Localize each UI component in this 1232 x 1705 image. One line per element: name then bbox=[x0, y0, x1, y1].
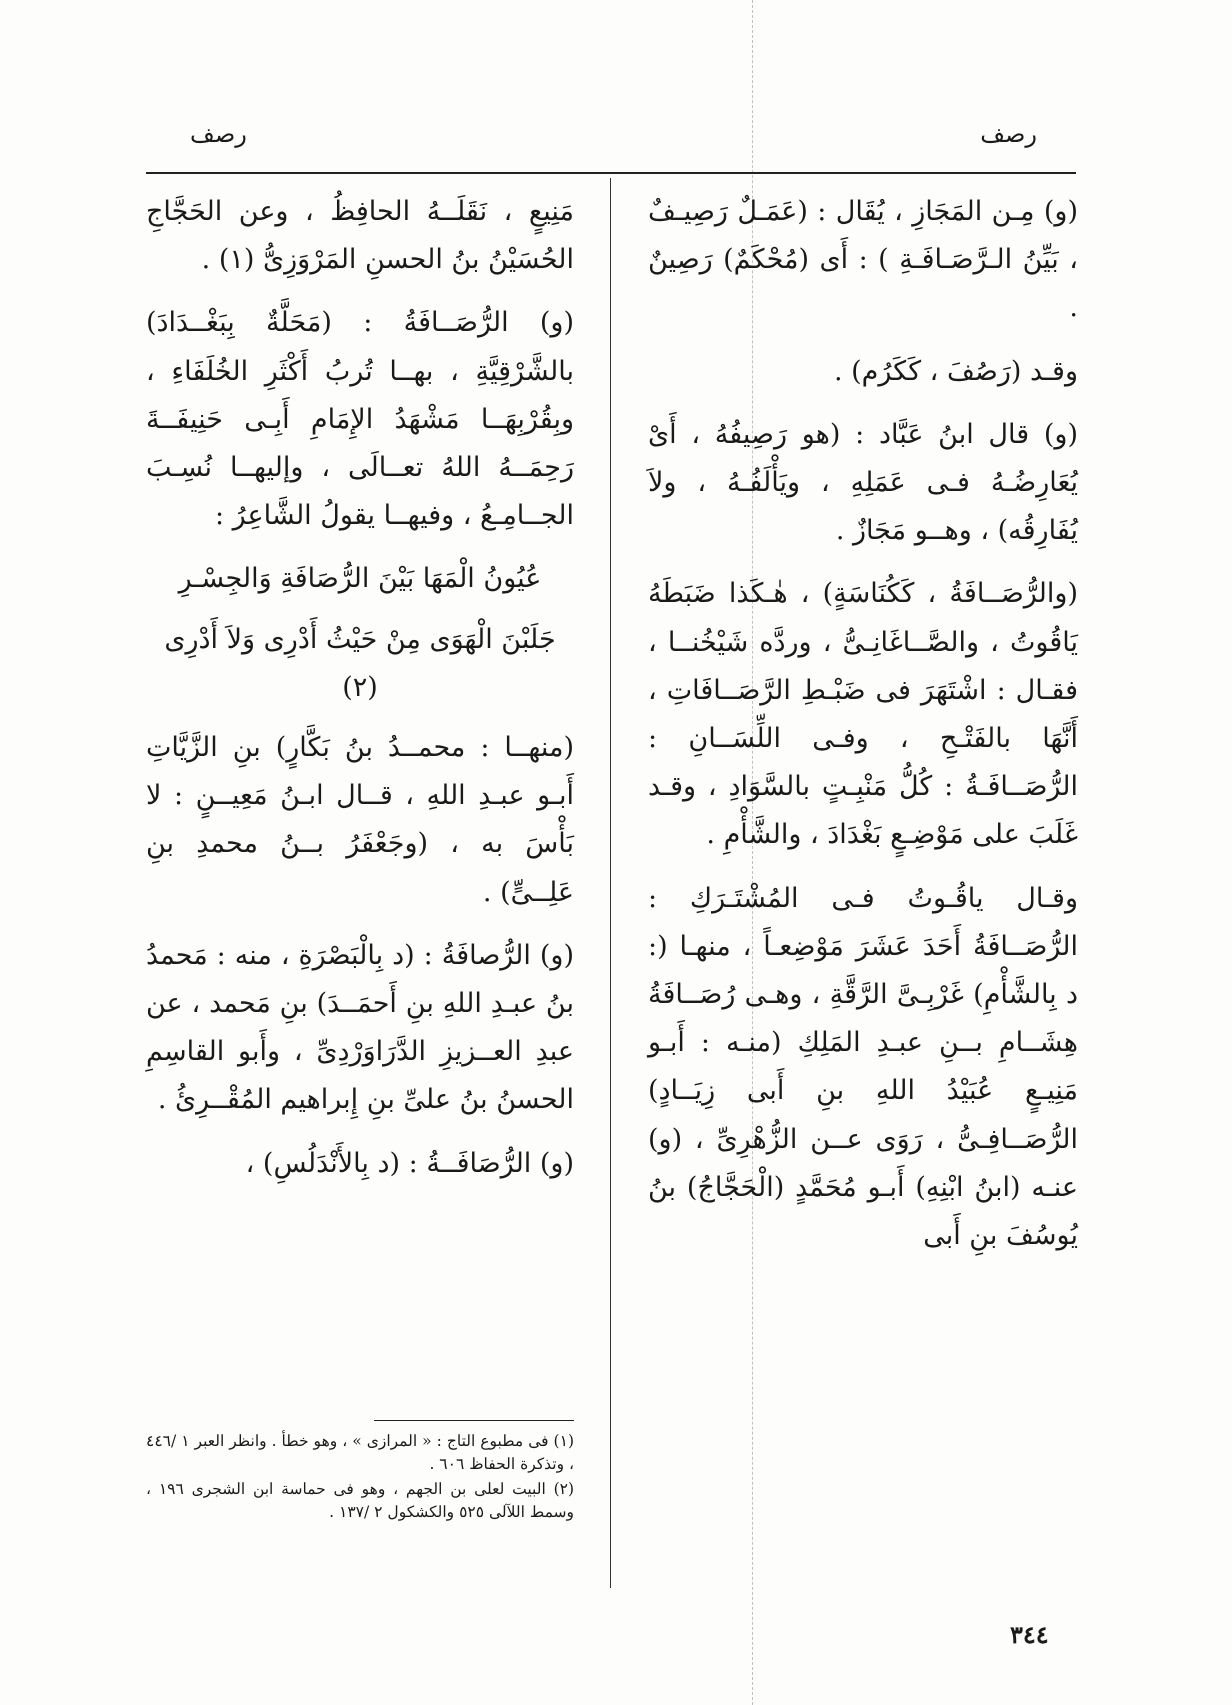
footnote: (١) فى مطبوع التاج : « المرازى » ، وهو خطأ . وانظر العبر ١ /٤٤٦ ، وتذكرة الحفاظ ٦٠٦ . bbox=[146, 1432, 574, 1473]
paragraph: مَنِيعٍ ، نَقَلَــهُ الحافِظُ ، وعن الحَجَّاجِ الحُسَيْنُ بنُ الحسنِ المَرْوَزِىُّ (١) . bbox=[146, 196, 574, 276]
running-head-left: رصف bbox=[190, 120, 247, 148]
page-number: ٣٤٤ bbox=[1010, 1620, 1049, 1649]
paragraph: (و) الرُّصَافَــةُ : (د بِالأَنْدَلُسِ) ، bbox=[245, 1147, 574, 1179]
verse-line: جَلَبْنَ الْهَوَى مِنْ حَيْثُ أَدْرِى وَلاَ أَدْرِى (٢) bbox=[164, 623, 556, 703]
paragraph: (والرُّصَــافَةُ ، كَكُنَاسَةٍ) ، هٰـكَذا ضَبَطَهُ يَاقُوتُ ، والصَّــاغَانِـىُّ ، وردَّه شَيْخُنــا ، فقـال : اشْتَهَرَ فى ضَبْـطِ الرَّصَــافَاتِ ، أَنَّهَا بالفَتْـحِ ، وفـى اللِّسَــانِ : الرُّصَــافَـةُ : كُلُّ مَنْبِـتٍ بالسَّوَادِ ، وقـد غَلَبَ على مَوْضِـعٍ بَغْدَادَ ، والشَّأْمِ . bbox=[648, 578, 1078, 851]
paragraph: وقـال ياقُـوتُ فـى المُشْتَـرَكِ : الرُّصَــافَةُ أَحَدَ عَشَرَ مَوْضِعـاً ، منهـا (: د بِالشَّأْمِ) غَرْبِـىَّ الرَّقَّةِ ، وهـى رُصَــافَةُ هِشَــامِ بــنِ عبـدِ المَلِكِ (منـه : أَبـو مَنِيـعٍ عُبَيْدُ اللهِ بنِ أَبى زِيَــادٍ) الرُّصَــافِـىُّ ، رَوَى عــن الزُّهْرِىِّ ، (و) عنـه (ابنُ ابْنِهِ) أَبـو مُحَمَّدٍ (الْحَجَّاجُ) بنُ يُوسُفَ بنِ أَبى bbox=[648, 882, 1078, 1252]
footnote-rule bbox=[374, 1420, 574, 1421]
paragraph: (منهــا : محمــدُ بنُ بَكَّارٍ) بنِ الزَّيَّاتِ أَبـو عبـدِ اللهِ ، قــال ابـنُ مَعِيــنٍ : لا بَأْسَ به ، (وجَعْفَرُ بــنُ محمدِ بنِ عَلِــىٍّ) . bbox=[146, 732, 574, 908]
footnote: (٢) البيت لعلى بن الجهم ، وهو فى حماسة ابن الشجرى ١٩٦ ، وسمط اللآلى ٥٢٥ والكشكول ٢ /١٣٧ . bbox=[146, 1480, 575, 1521]
left-column bbox=[146, 188, 574, 1203]
paragraph: (و) الرُّصَــافَةُ : (مَحَلَّةٌ بِبَغْــدَادَ) بالشَّرْقِيَّةِ ، بهــا تُربُ أَكْثَرِ الخُلَفَاءِ ، وبِقُرْبِهَــا مَشْهَدُ الإِمَامِ أَبِـى حَنِيفَــةَ رَحِمَــهُ اللهُ تعــالَى ، وإليهــا نُسِـبَ الجــامِـعُ ، وفيهــا يقولُ الشَّاعِرُ : bbox=[146, 307, 574, 532]
paragraph: وقـد (رَصُفَ ، كَكَرُم) . bbox=[833, 355, 1078, 387]
running-head-right: رصف bbox=[980, 120, 1037, 148]
footnotes bbox=[146, 1430, 574, 1526]
right-column bbox=[648, 188, 1078, 1275]
paragraph: (و) قال ابنُ عَبَّاد : (هو رَصِيفُهُ ، أَىْ يُعَارِضُـهُ فـى عَمَلِهِ ، ويَأْلَفُـهُ ، ولاَ يُفَارِقُه) ، وهــو مَجَازٌ . bbox=[648, 418, 1078, 547]
column-divider bbox=[610, 178, 611, 1588]
paragraph: (و) مِـن المَجَازِ ، يُقَال : (عَمَـلٌ رَصِيـفٌ ، بَيِّنُ الـرَّصَـافَـةِ ) : أَى (مُحْكَمٌ) رَصِينٌ . bbox=[648, 196, 1078, 324]
header-rule bbox=[146, 172, 1076, 174]
verse-line: عُيُونُ الْمَهَا بَيْنَ الرُّصَافَةِ وَالجِسْـرِ bbox=[178, 563, 542, 595]
paragraph: (و) الرُّصافَةُ : (د بِالْبَصْرَةِ ، منه : مَحمدُ بنُ عبـدِ اللهِ بنِ أَحمَــدَ) بنِ مَحمد ، عن عبدِ العــزيزِ الدَّرَاوَرْدِىِّ ، وأَبو القاسِمِ الحسنُ بنُ علىِّ بنِ إِبراهيم المُقْــرِئُ . bbox=[146, 939, 574, 1116]
